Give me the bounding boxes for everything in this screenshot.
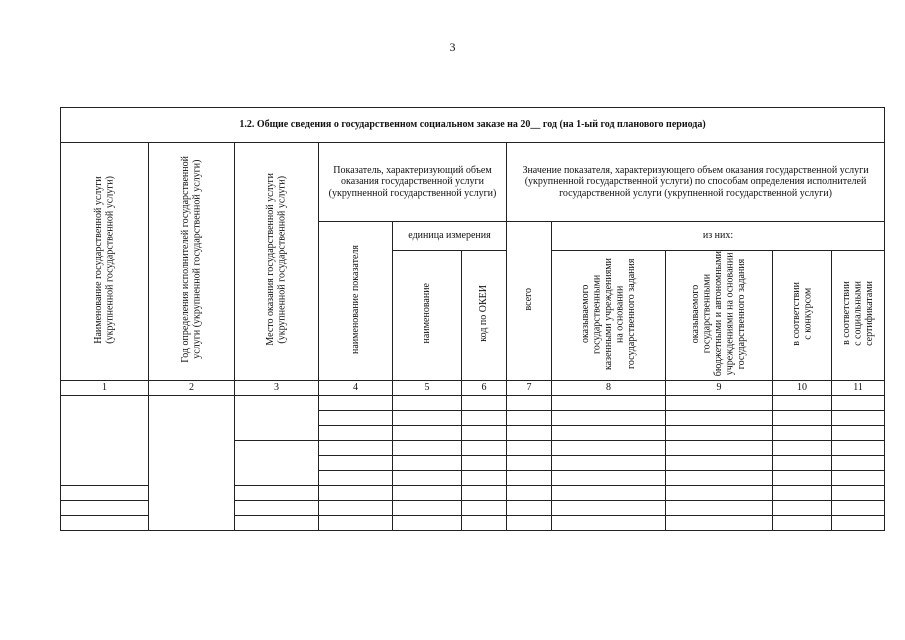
data-cell[interactable]: [319, 500, 393, 515]
place-cell[interactable]: [235, 515, 319, 530]
data-cell[interactable]: [666, 470, 773, 485]
data-cell[interactable]: [773, 395, 832, 410]
section-title: 1.2. Общие сведения о государственном социальном заказе на 20__ год (на 1-ый год планового периода): [61, 108, 885, 143]
column-number: 1: [61, 380, 149, 395]
column-number: 4: [319, 380, 393, 395]
data-cell[interactable]: [393, 470, 462, 485]
data-cell[interactable]: [832, 470, 885, 485]
data-cell[interactable]: [462, 395, 507, 410]
data-cell[interactable]: [832, 425, 885, 440]
data-cell[interactable]: [393, 395, 462, 410]
column-number: 6: [462, 380, 507, 395]
data-cell[interactable]: [773, 470, 832, 485]
header-competition: [773, 251, 832, 381]
data-cell[interactable]: [666, 500, 773, 515]
data-cell[interactable]: [832, 455, 885, 470]
data-cell[interactable]: [552, 500, 666, 515]
header-competition-text: в соответствии с конкурсом: [790, 281, 813, 346]
data-cell[interactable]: [319, 455, 393, 470]
header-budget-institutions-text: оказываемого государственными бюджетными и автономными учреждениями на основании государственного задания: [690, 251, 748, 377]
data-cell[interactable]: [832, 395, 885, 410]
data-cell[interactable]: [319, 485, 393, 500]
service-name-cell[interactable]: [61, 395, 149, 485]
data-cell[interactable]: [507, 440, 552, 455]
column-number-row: [61, 380, 885, 395]
data-cell[interactable]: [319, 395, 393, 410]
data-cell[interactable]: [552, 440, 666, 455]
header-indicator-name-text: наименование показателя: [349, 244, 361, 354]
data-cell[interactable]: [462, 440, 507, 455]
data-cell[interactable]: [507, 410, 552, 425]
data-cell[interactable]: [773, 425, 832, 440]
column-number: 3: [235, 380, 319, 395]
data-cell[interactable]: [773, 455, 832, 470]
header-place: [235, 143, 319, 381]
data-cell[interactable]: [319, 470, 393, 485]
data-cell[interactable]: [552, 455, 666, 470]
data-cell[interactable]: [832, 515, 885, 530]
header-certificates-text: в соответствии с социальными сертификатами: [840, 281, 875, 347]
header-state-institutions: [552, 251, 666, 381]
data-cell[interactable]: [832, 440, 885, 455]
year-cell[interactable]: [149, 395, 235, 530]
column-number: 8: [552, 380, 666, 395]
data-cell[interactable]: [393, 485, 462, 500]
header-budget-institutions: [666, 251, 773, 381]
data-cell[interactable]: [393, 500, 462, 515]
place-cell[interactable]: [235, 440, 319, 485]
service-name-cell[interactable]: [61, 500, 149, 515]
general-info-table: [60, 107, 885, 531]
data-cell[interactable]: [319, 440, 393, 455]
place-cell[interactable]: [235, 485, 319, 500]
table-row: [61, 395, 885, 410]
data-cell[interactable]: [507, 515, 552, 530]
data-cell[interactable]: [773, 440, 832, 455]
header-certificates: [832, 251, 885, 381]
header-service-name: [61, 143, 149, 381]
data-cell[interactable]: [507, 455, 552, 470]
data-cell[interactable]: [773, 410, 832, 425]
data-cell[interactable]: [462, 485, 507, 500]
data-cell[interactable]: [393, 410, 462, 425]
data-cell[interactable]: [552, 485, 666, 500]
data-cell[interactable]: [462, 515, 507, 530]
data-cell[interactable]: [462, 470, 507, 485]
data-cell[interactable]: [832, 410, 885, 425]
column-number: 2: [149, 380, 235, 395]
data-cell[interactable]: [552, 410, 666, 425]
data-cell[interactable]: [393, 440, 462, 455]
data-cell[interactable]: [832, 500, 885, 515]
data-cell[interactable]: [507, 470, 552, 485]
data-cell[interactable]: [552, 395, 666, 410]
data-cell[interactable]: [462, 425, 507, 440]
header-state-institutions-text: оказываемого государственными казенными учреждениями на основании государственного задания: [579, 257, 637, 370]
data-cell[interactable]: [666, 515, 773, 530]
place-cell[interactable]: [235, 395, 319, 440]
header-of-them: из них:: [552, 222, 885, 251]
header-total: [507, 222, 552, 381]
data-cell[interactable]: [319, 425, 393, 440]
data-cell[interactable]: [666, 455, 773, 470]
column-number: 9: [666, 380, 773, 395]
data-cell[interactable]: [393, 515, 462, 530]
data-cell[interactable]: [666, 410, 773, 425]
header-service-name-text: Наименование государственной услуги (укрупненной государственной услуги): [93, 175, 116, 344]
state-social-order-form: [60, 107, 884, 531]
header-unit-name: [393, 251, 462, 381]
data-cell[interactable]: [666, 395, 773, 410]
data-cell[interactable]: [462, 410, 507, 425]
header-year-text: Год определения исполнителей государственной услуги (укрупненной государственной услуги): [180, 156, 203, 363]
header-unit-okei-text: код по ОКЕИ: [478, 285, 490, 342]
data-cell[interactable]: [552, 470, 666, 485]
data-cell[interactable]: [319, 515, 393, 530]
data-cell[interactable]: [319, 410, 393, 425]
data-cell[interactable]: [832, 485, 885, 500]
data-cell[interactable]: [393, 425, 462, 440]
data-cell[interactable]: [666, 485, 773, 500]
column-number: 11: [832, 380, 885, 395]
column-number: 5: [393, 380, 462, 395]
page-number: 3: [449, 40, 456, 54]
data-cell[interactable]: [507, 425, 552, 440]
data-cell[interactable]: [666, 440, 773, 455]
data-cell[interactable]: [552, 515, 666, 530]
data-cell[interactable]: [666, 425, 773, 440]
header-total-text: всего: [523, 287, 535, 311]
column-number: 10: [773, 380, 832, 395]
header-indicator-group: Показатель, характеризующий объем оказания государственной услуги (укрупненной государственной услуги): [319, 143, 507, 222]
data-cell[interactable]: [462, 500, 507, 515]
header-unit-name-text: наименование: [421, 283, 433, 344]
header-place-text: Место оказания государственной услуги (укрупненной государственной услуги): [265, 173, 288, 346]
data-cell[interactable]: [393, 455, 462, 470]
service-name-cell[interactable]: [61, 485, 149, 500]
data-cell[interactable]: [773, 515, 832, 530]
data-cell[interactable]: [507, 500, 552, 515]
header-year: [149, 143, 235, 381]
data-cell[interactable]: [462, 455, 507, 470]
data-cell[interactable]: [773, 485, 832, 500]
place-cell[interactable]: [235, 500, 319, 515]
data-cell[interactable]: [773, 500, 832, 515]
header-unit-okei: [462, 251, 507, 381]
column-number: 7: [507, 380, 552, 395]
header-indicator-name: [319, 222, 393, 381]
data-cell[interactable]: [507, 485, 552, 500]
header-unit-group: единица измерения: [393, 222, 507, 251]
header-value-group: Значение показателя, характеризующего объем оказания государственной услуги (укрупненной государственной услуги) по способам определения исполнителей государственной услуги (укрупненной государственной услуги): [507, 143, 885, 222]
data-cell[interactable]: [507, 395, 552, 410]
data-cell[interactable]: [552, 425, 666, 440]
service-name-cell[interactable]: [61, 515, 149, 530]
